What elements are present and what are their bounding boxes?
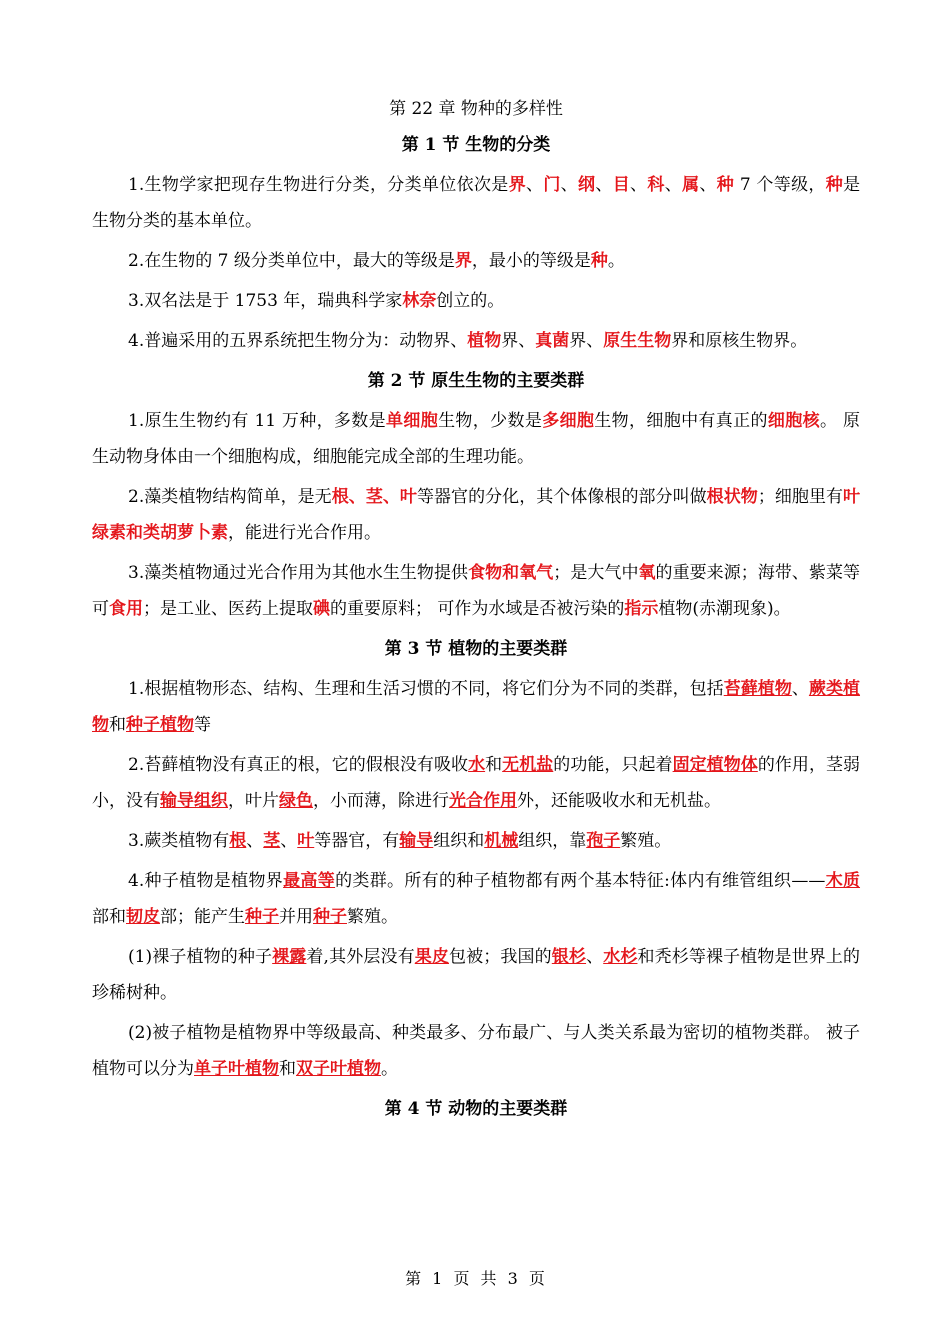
- underlined-term: 孢子: [586, 831, 621, 851]
- paragraph: [92, 747, 860, 819]
- paragraph: [92, 283, 860, 319]
- underlined-term: 根: [229, 831, 247, 851]
- text-run: ；是大气中: [553, 563, 639, 583]
- text-run: 界、: [569, 331, 604, 351]
- highlight-term: 食用: [109, 599, 143, 619]
- text-run: 等: [194, 715, 211, 735]
- underlined-term: 种子: [313, 907, 347, 927]
- text-run: 2.藻类植物结构简单，是无: [128, 487, 332, 507]
- underlined-term: 果皮: [414, 947, 449, 967]
- highlight-term: 单细胞: [386, 411, 439, 431]
- underlined-term: 种子: [245, 907, 279, 927]
- text-run: 7 个等级，: [734, 175, 826, 195]
- text-run: 1.根据植物形态、结构、生理和生活习惯的不同，将它们分为不同的类群，包括: [128, 679, 724, 699]
- text-run: 、: [630, 175, 648, 195]
- highlight-term: 目: [612, 175, 631, 195]
- text-run: 并用: [279, 907, 313, 927]
- underlined-term: 水杉: [603, 947, 638, 967]
- highlight-term: 多细胞: [542, 411, 595, 431]
- paragraph: [92, 167, 860, 239]
- highlight-term: 细胞核: [767, 411, 820, 431]
- paragraph: [92, 939, 860, 1011]
- text-run: 和秃杉等裸子植物是世界上的珍稀树种。: [92, 947, 861, 1003]
- section-heading: 第 4 节 动物的主要类群: [384, 1099, 568, 1119]
- text-run: 1.生物学家把现存生物进行分类，分类单位依次是: [128, 175, 509, 195]
- highlight-term: 科: [647, 175, 665, 195]
- underlined-term: 木质: [825, 871, 861, 891]
- text-run: 创立的。: [436, 291, 505, 311]
- text-run: 着,其外层没有: [306, 947, 415, 967]
- highlight-term: 植物: [467, 331, 502, 351]
- text-run: 部和: [92, 907, 126, 927]
- highlight-term: 氧: [638, 563, 656, 583]
- underlined-term: 单子叶植物: [194, 1059, 279, 1079]
- highlight-term: 门: [543, 175, 561, 195]
- highlight-term: 种: [716, 175, 735, 195]
- text-run: 的重要来源；海带、紫菜等可: [92, 563, 861, 619]
- highlight-term: 界: [508, 175, 526, 195]
- paragraph: [92, 479, 860, 551]
- text-run: 。: [607, 251, 625, 271]
- text-run: ；是工业、医药上提取: [143, 599, 313, 619]
- paragraph: [92, 555, 860, 627]
- highlight-term: 碘: [313, 599, 330, 619]
- text-run: 1.原生生物约有 11 万种，多数是: [128, 411, 386, 431]
- text-run: 的作用，茎弱小，没有: [92, 755, 861, 811]
- text-run: 繁殖。: [620, 831, 672, 851]
- text-run: 2.苔藓植物没有真正的根，它的假根没有吸收: [128, 755, 469, 775]
- underlined-term: 银杉: [551, 947, 587, 967]
- highlight-term: 食物和氧气: [468, 563, 554, 583]
- highlight-term: 种: [825, 175, 844, 195]
- text-run: 3.藻类植物通过光合作用为其他水生生物提供: [128, 563, 469, 583]
- highlight-term: 属: [682, 175, 700, 195]
- text-run: 4.普遍采用的五界系统把生物分为：动物界、: [128, 331, 468, 351]
- text-run: 、: [246, 831, 264, 851]
- text-run: 4.种子植物是植物界: [128, 871, 284, 891]
- paragraph: [92, 1015, 860, 1087]
- text-run: 。 原生动物身体由一个细胞构成，细胞能完成全部的生理功能。: [92, 411, 861, 467]
- paragraph: [92, 243, 860, 279]
- text-run: 组织和: [433, 831, 485, 851]
- underlined-term: 苔藓植物: [723, 679, 792, 699]
- text-run: 3.蕨类植物有: [128, 831, 230, 851]
- text-run: ，能进行光合作用。: [228, 523, 381, 543]
- text-run: 、: [280, 831, 298, 851]
- sections-container: [92, 133, 860, 1121]
- section-heading: 第 3 节 植物的主要类群: [384, 639, 568, 659]
- text-run: 、: [595, 175, 613, 195]
- text-run: ，小而薄，除进行: [313, 791, 449, 811]
- text-run: 外，还能吸收水和无机盐。: [517, 791, 721, 811]
- highlight-term: 纲: [578, 175, 596, 195]
- text-run: 、: [560, 175, 579, 195]
- highlight-term: 林奈: [402, 291, 437, 311]
- underlined-term: 叶: [297, 831, 315, 851]
- text-run: 是生物分类的基本单位。: [92, 175, 861, 231]
- highlight-term: 根状物: [706, 487, 758, 507]
- page-footer: 第 1 页 共 3 页: [405, 1269, 545, 1288]
- text-run: 组织，靠: [518, 831, 587, 851]
- text-run: 3.双名法是于 1753 年，瑞典科学家: [128, 291, 403, 311]
- section-heading: 第 2 节 原生生物的主要类群: [367, 371, 585, 391]
- text-run: 、: [699, 175, 717, 195]
- text-run: 。: [381, 1059, 398, 1079]
- highlight-term: 指示: [624, 599, 659, 619]
- highlight-term: 原生生物: [603, 331, 672, 351]
- text-run: 和: [279, 1059, 296, 1079]
- text-run: 生物，细胞中有真正的: [594, 411, 768, 431]
- text-run: 包被；我国的: [449, 947, 552, 967]
- underlined-term: 输导: [399, 831, 434, 851]
- underlined-term: 种子植物: [126, 715, 194, 735]
- text-run: 等器官的分化，其个体像根的部分叫做: [416, 487, 707, 507]
- text-run: ，最小的等级是: [471, 251, 591, 271]
- underlined-term: 茎: [263, 831, 281, 851]
- underlined-term: 光合作用: [449, 791, 517, 811]
- text-run: 繁殖。: [347, 907, 398, 927]
- text-run: 、: [525, 175, 544, 195]
- text-run: ；细胞里有: [757, 487, 844, 507]
- text-run: 生物，少数是: [438, 411, 543, 431]
- highlight-term: 真菌: [535, 331, 570, 351]
- text-run: 部；能产生: [160, 907, 245, 927]
- underlined-term: 无机盐: [502, 755, 554, 775]
- text-run: 的类群。所有的种子植物都有两个基本特征:体内有维管组织——: [335, 871, 826, 891]
- paragraph: [92, 863, 860, 935]
- paragraph: [92, 823, 860, 859]
- section-heading: 第 1 节 生物的分类: [401, 135, 551, 155]
- underlined-term: 绿色: [279, 791, 313, 811]
- text-run: 2.在生物的 7 级分类单位中，最大的等级是: [128, 251, 455, 271]
- underlined-term: 水: [468, 755, 486, 775]
- underlined-term: 固定植物体: [672, 755, 758, 775]
- underlined-term: 蕨类植物: [92, 679, 861, 735]
- paragraph: [92, 403, 860, 475]
- text-run: 、: [791, 679, 809, 699]
- underlined-term: 输导组织: [160, 791, 228, 811]
- underlined-term: 裸露: [272, 947, 307, 967]
- text-run: ，叶片: [228, 791, 279, 811]
- underlined-term: 最高等: [283, 871, 336, 891]
- highlight-term: 种: [590, 251, 608, 271]
- highlight-term: 界: [454, 251, 472, 271]
- text-run: (2)被子植物是植物界中等级最高、种类最多、分布最广、与人类关系最为密切的植物类群。 被子植物可以分为: [92, 1023, 860, 1079]
- text-run: 、: [586, 947, 604, 967]
- underlined-term: 机械: [484, 831, 519, 851]
- text-run: 等器官，有: [314, 831, 400, 851]
- text-run: 和: [109, 715, 126, 735]
- text-run: 的功能，只起着: [553, 755, 673, 775]
- paragraph: [92, 671, 860, 743]
- text-run: (1)裸子植物的种子: [128, 947, 273, 967]
- document-body: [92, 97, 860, 1131]
- text-run: 界、: [501, 331, 536, 351]
- text-run: 植物(赤潮现象)。: [658, 599, 791, 619]
- paragraph: [92, 323, 860, 359]
- underlined-term: 韧皮: [126, 907, 160, 927]
- highlight-term: 根、茎、叶: [331, 487, 417, 507]
- text-run: 、: [664, 175, 683, 195]
- chapter-title: 第 22 章 物种的多样性: [389, 99, 563, 119]
- text-run: 界和原核生物界。: [671, 331, 808, 351]
- highlight-term: 叶绿素和类胡萝卜素: [92, 487, 861, 543]
- underlined-term: 双子叶植物: [296, 1059, 381, 1079]
- text-run: 和: [485, 755, 503, 775]
- text-run: 的重要原料； 可作为水域是否被污染的: [330, 599, 625, 619]
